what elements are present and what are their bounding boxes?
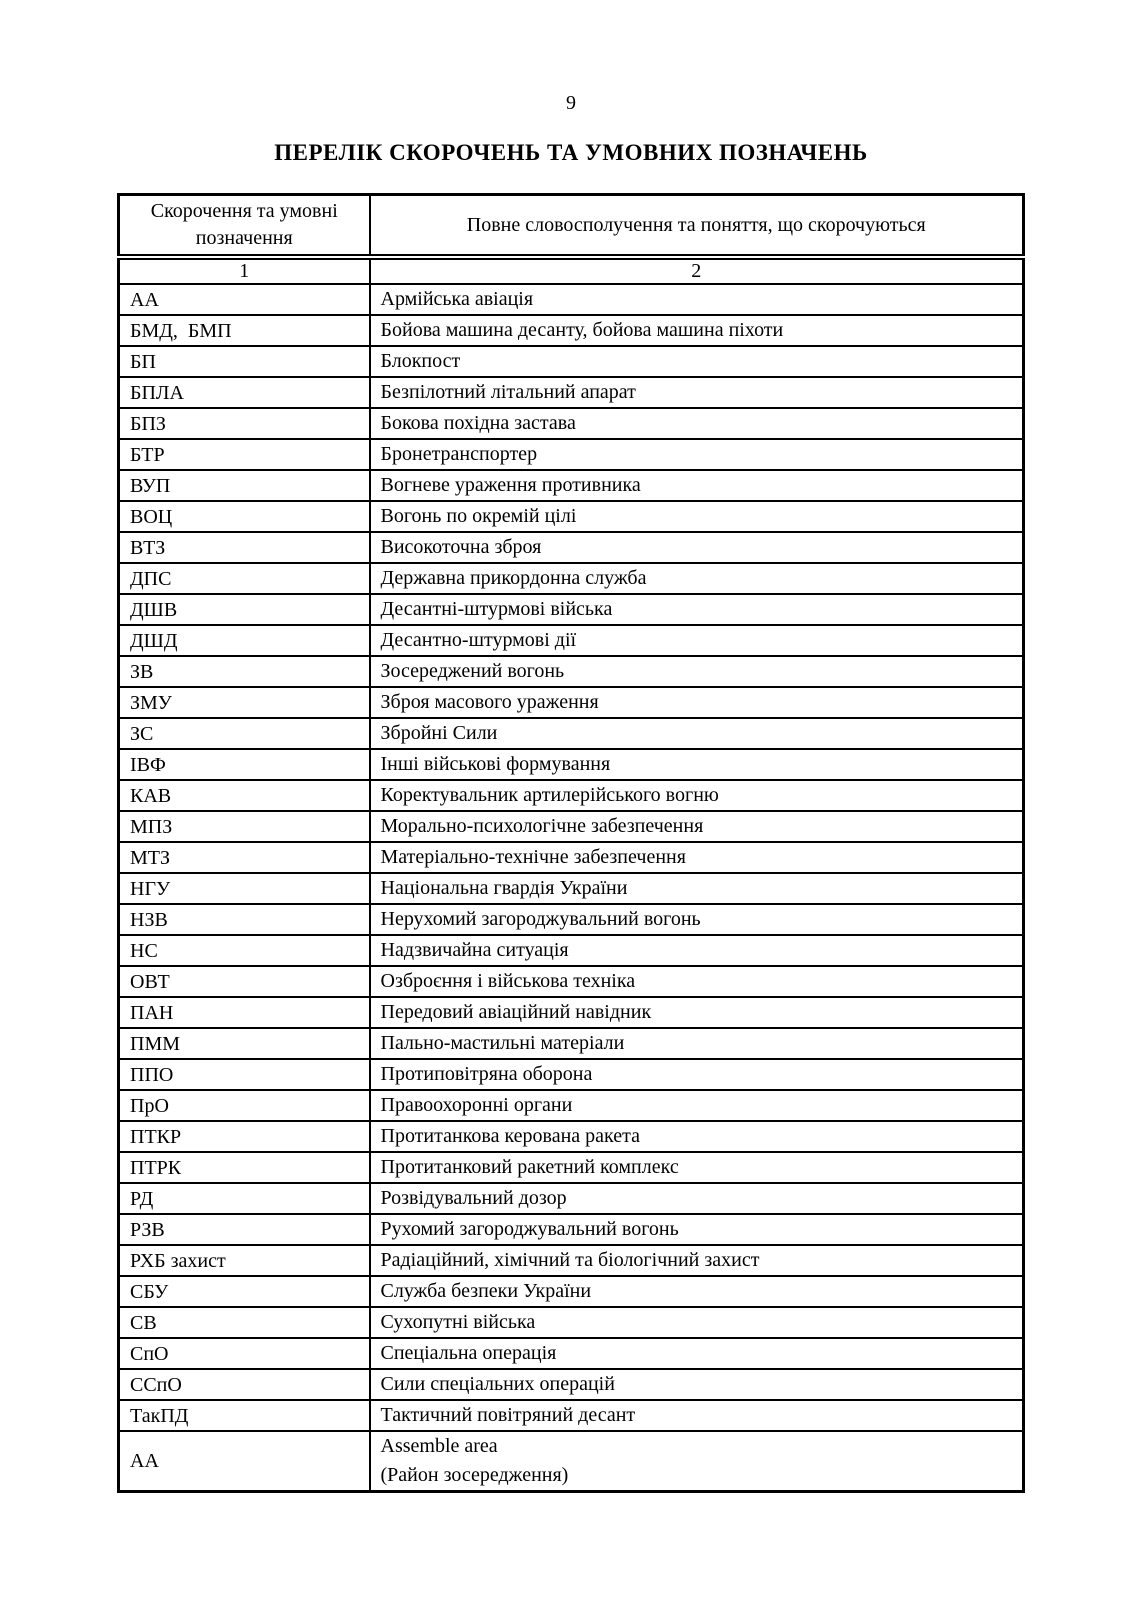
full-phrase-line: Безпілотний літальний апарат (380, 381, 636, 403)
full-phrase-cell (370, 873, 1024, 904)
full-phrase-cell (370, 1214, 1024, 1245)
full-phrase-cell (370, 1183, 1024, 1214)
column-index-row (119, 257, 1024, 284)
abbreviation-cell: БТР (119, 439, 370, 470)
abbreviation-cell: МТЗ (119, 842, 370, 873)
full-phrase-line: Вогонь по окремій цілі (380, 505, 577, 527)
full-phrase-line: Блокпост (380, 350, 461, 372)
table-row (119, 811, 1024, 842)
full-phrase-line: Нерухомий загороджувальний вогонь (380, 908, 701, 930)
table-header-row (119, 195, 1024, 258)
table-row (119, 718, 1024, 749)
full-phrase-cell (370, 594, 1024, 625)
table-row (119, 346, 1024, 377)
abbreviation-cell: ВУП (119, 470, 370, 501)
abbreviation-cell: ССпО (119, 1369, 370, 1400)
table-row (119, 625, 1024, 656)
full-phrase-cell (370, 625, 1024, 656)
abbreviation-cell: СВ (119, 1307, 370, 1338)
table-row (119, 1400, 1024, 1431)
table-row (119, 1307, 1024, 1338)
full-phrase-line: Рухомий загороджувальний вогонь (380, 1218, 679, 1240)
full-phrase-line: Національна гвардія України (380, 877, 628, 899)
full-phrase-cell (370, 904, 1024, 935)
full-phrase-cell (370, 532, 1024, 563)
full-phrase-cell (370, 1369, 1024, 1400)
table-row (119, 1276, 1024, 1307)
full-phrase-cell (370, 1431, 1024, 1492)
abbreviation-cell: ПТРК (119, 1152, 370, 1183)
full-phrase-line: Інші військові формування (380, 753, 611, 775)
full-phrase-line: Assemble area (380, 1435, 498, 1457)
full-phrase-cell (370, 1028, 1024, 1059)
full-phrase-cell (370, 501, 1024, 532)
abbreviation-cell: ПрО (119, 1090, 370, 1121)
abbreviation-cell: ІВФ (119, 749, 370, 780)
full-phrase-line: Державна прикордонна служба (380, 567, 647, 589)
full-phrase-line: Передовий авіаційний навідник (380, 1001, 652, 1023)
full-phrase-cell (370, 780, 1024, 811)
full-phrase-line: Коректувальник артилерійського вогню (380, 784, 719, 806)
full-phrase-cell (370, 1090, 1024, 1121)
table-row (119, 1059, 1024, 1090)
full-phrase-cell (370, 656, 1024, 687)
abbreviation-cell: РЗВ (119, 1214, 370, 1245)
table-row (119, 749, 1024, 780)
table-row (119, 470, 1024, 501)
full-phrase-line: Озброєння і військова техніка (380, 970, 636, 992)
full-phrase-line: Зосереджений вогонь (380, 660, 565, 682)
full-phrase-line: Пально-мастильні матеріали (380, 1032, 625, 1054)
table-row (119, 780, 1024, 811)
full-phrase-line: Вогневе ураження противника (380, 474, 641, 496)
abbreviation-cell: ЗМУ (119, 687, 370, 718)
table-row (119, 1183, 1024, 1214)
table-row (119, 656, 1024, 687)
full-phrase-line: Спеціальна операція (380, 1342, 557, 1364)
table-row (119, 284, 1024, 315)
full-phrase-line: Десантні-штурмові війська (380, 598, 613, 620)
table-row (119, 687, 1024, 718)
full-phrase-cell (370, 1245, 1024, 1276)
full-phrase-line: Бойова машина десанту, бойова машина піхоти (380, 319, 784, 341)
full-phrase-line: Зброя масового ураження (380, 691, 599, 713)
full-phrase-line: Протиповітряна оборона (380, 1063, 593, 1085)
abbreviation-cell: ПММ (119, 1028, 370, 1059)
table-row (119, 1338, 1024, 1369)
full-phrase-cell (370, 842, 1024, 873)
abbreviation-cell: ВТЗ (119, 532, 370, 563)
table-row (119, 873, 1024, 904)
full-phrase-cell (370, 284, 1024, 315)
abbreviation-cell: НС (119, 935, 370, 966)
full-phrase-line: (Район зосередження) (380, 1464, 569, 1486)
page-title: ПЕРЕЛІК СКОРОЧЕНЬ ТА УМОВНИХ ПОЗНАЧЕНЬ (274, 140, 868, 165)
full-phrase-cell (370, 1059, 1024, 1090)
table-row (119, 1245, 1024, 1276)
full-phrase-line: Сили спеціальних операцій (380, 1373, 615, 1395)
full-phrase-line: Розвідувальний дозор (380, 1187, 567, 1209)
table-row (119, 594, 1024, 625)
abbreviation-cell: АА (119, 284, 370, 315)
abbreviation-cell: ПАН (119, 997, 370, 1028)
full-phrase-cell (370, 935, 1024, 966)
full-phrase-cell (370, 315, 1024, 346)
full-phrase-cell (370, 470, 1024, 501)
table-header-abbreviation: Скорочення та умовні позначення (119, 195, 370, 258)
full-phrase-cell (370, 563, 1024, 594)
table-row (119, 1121, 1024, 1152)
full-phrase-line: Служба безпеки України (380, 1280, 592, 1302)
table-row (119, 377, 1024, 408)
table-row (119, 1152, 1024, 1183)
full-phrase-line: Тактичний повітряний десант (380, 1404, 636, 1426)
abbreviation-cell: ОВТ (119, 966, 370, 997)
full-phrase-cell (370, 687, 1024, 718)
full-phrase-line: Сухопутні війська (380, 1311, 536, 1333)
abbreviation-cell: ППО (119, 1059, 370, 1090)
table-row (119, 842, 1024, 873)
full-phrase-line: Протитанкова керована ракета (380, 1125, 641, 1147)
table-row (119, 935, 1024, 966)
abbreviations-table (117, 193, 1025, 1493)
table-row (119, 532, 1024, 563)
full-phrase-cell (370, 408, 1024, 439)
full-phrase-cell (370, 1400, 1024, 1431)
table-row (119, 1214, 1024, 1245)
full-phrase-line: Бокова похідна застава (380, 412, 576, 434)
table-row (119, 315, 1024, 346)
abbreviation-cell: СБУ (119, 1276, 370, 1307)
full-phrase-cell (370, 749, 1024, 780)
table-row (119, 904, 1024, 935)
page-number: 9 (566, 92, 576, 114)
full-phrase-cell (370, 1121, 1024, 1152)
full-phrase-cell (370, 346, 1024, 377)
table-row (119, 1028, 1024, 1059)
full-phrase-cell (370, 1152, 1024, 1183)
full-phrase-cell (370, 1307, 1024, 1338)
abbreviation-cell: МПЗ (119, 811, 370, 842)
full-phrase-cell (370, 377, 1024, 408)
abbreviation-cell: ДШВ (119, 594, 370, 625)
full-phrase-line: Радіаційний, хімічний та біологічний захист (380, 1249, 760, 1271)
table-row (119, 439, 1024, 470)
abbreviation-cell: БП (119, 346, 370, 377)
full-phrase-line: Армійська авіація (380, 288, 534, 310)
abbreviation-cell: ДШД (119, 625, 370, 656)
abbreviation-cell: ДПС (119, 563, 370, 594)
column-index-2: 2 (370, 257, 1024, 284)
table-row (119, 1090, 1024, 1121)
table-row (119, 1369, 1024, 1400)
table-row (119, 501, 1024, 532)
abbreviation-cell: БПЛА (119, 377, 370, 408)
full-phrase-line: Правоохоронні органи (380, 1094, 573, 1116)
abbreviation-cell: НГУ (119, 873, 370, 904)
abbreviation-cell: ПТКР (119, 1121, 370, 1152)
full-phrase-line: Збройні Сили (380, 722, 498, 744)
table-row (119, 1431, 1024, 1492)
abbreviation-cell: ТакПД (119, 1400, 370, 1431)
full-phrase-line: Морально-психологічне забезпечення (380, 815, 704, 837)
abbreviation-cell: БМД, БМП (119, 315, 370, 346)
table-header-full-phrase: Повне словосполучення та поняття, що скорочуються (370, 195, 1024, 258)
abbreviation-cell: СпО (119, 1338, 370, 1369)
abbreviation-cell: РД (119, 1183, 370, 1214)
full-phrase-cell (370, 1276, 1024, 1307)
full-phrase-line: Десантно-штурмові дії (380, 629, 577, 651)
full-phrase-cell (370, 811, 1024, 842)
full-phrase-line: Бронетранспортер (380, 443, 538, 465)
abbreviation-cell: КАВ (119, 780, 370, 811)
full-phrase-cell (370, 997, 1024, 1028)
abbreviation-cell: ЗВ (119, 656, 370, 687)
table-row (119, 563, 1024, 594)
full-phrase-cell (370, 439, 1024, 470)
full-phrase-line: Високоточна зброя (380, 536, 542, 558)
table-row (119, 408, 1024, 439)
full-phrase-cell (370, 966, 1024, 997)
column-index-1: 1 (119, 257, 370, 284)
full-phrase-cell (370, 718, 1024, 749)
abbreviation-cell: БПЗ (119, 408, 370, 439)
table-row (119, 966, 1024, 997)
full-phrase-line: Надзвичайна ситуація (380, 939, 569, 961)
abbreviation-cell: АА (119, 1431, 370, 1492)
abbreviation-cell: ВОЦ (119, 501, 370, 532)
abbreviation-cell: ЗС (119, 718, 370, 749)
full-phrase-line: Протитанковий ракетний комплекс (380, 1156, 679, 1178)
abbreviation-cell: НЗВ (119, 904, 370, 935)
abbreviation-cell: РХБ захист (119, 1245, 370, 1276)
table-row (119, 997, 1024, 1028)
full-phrase-cell (370, 1338, 1024, 1369)
full-phrase-line: Матеріально-технічне забезпечення (380, 846, 686, 868)
